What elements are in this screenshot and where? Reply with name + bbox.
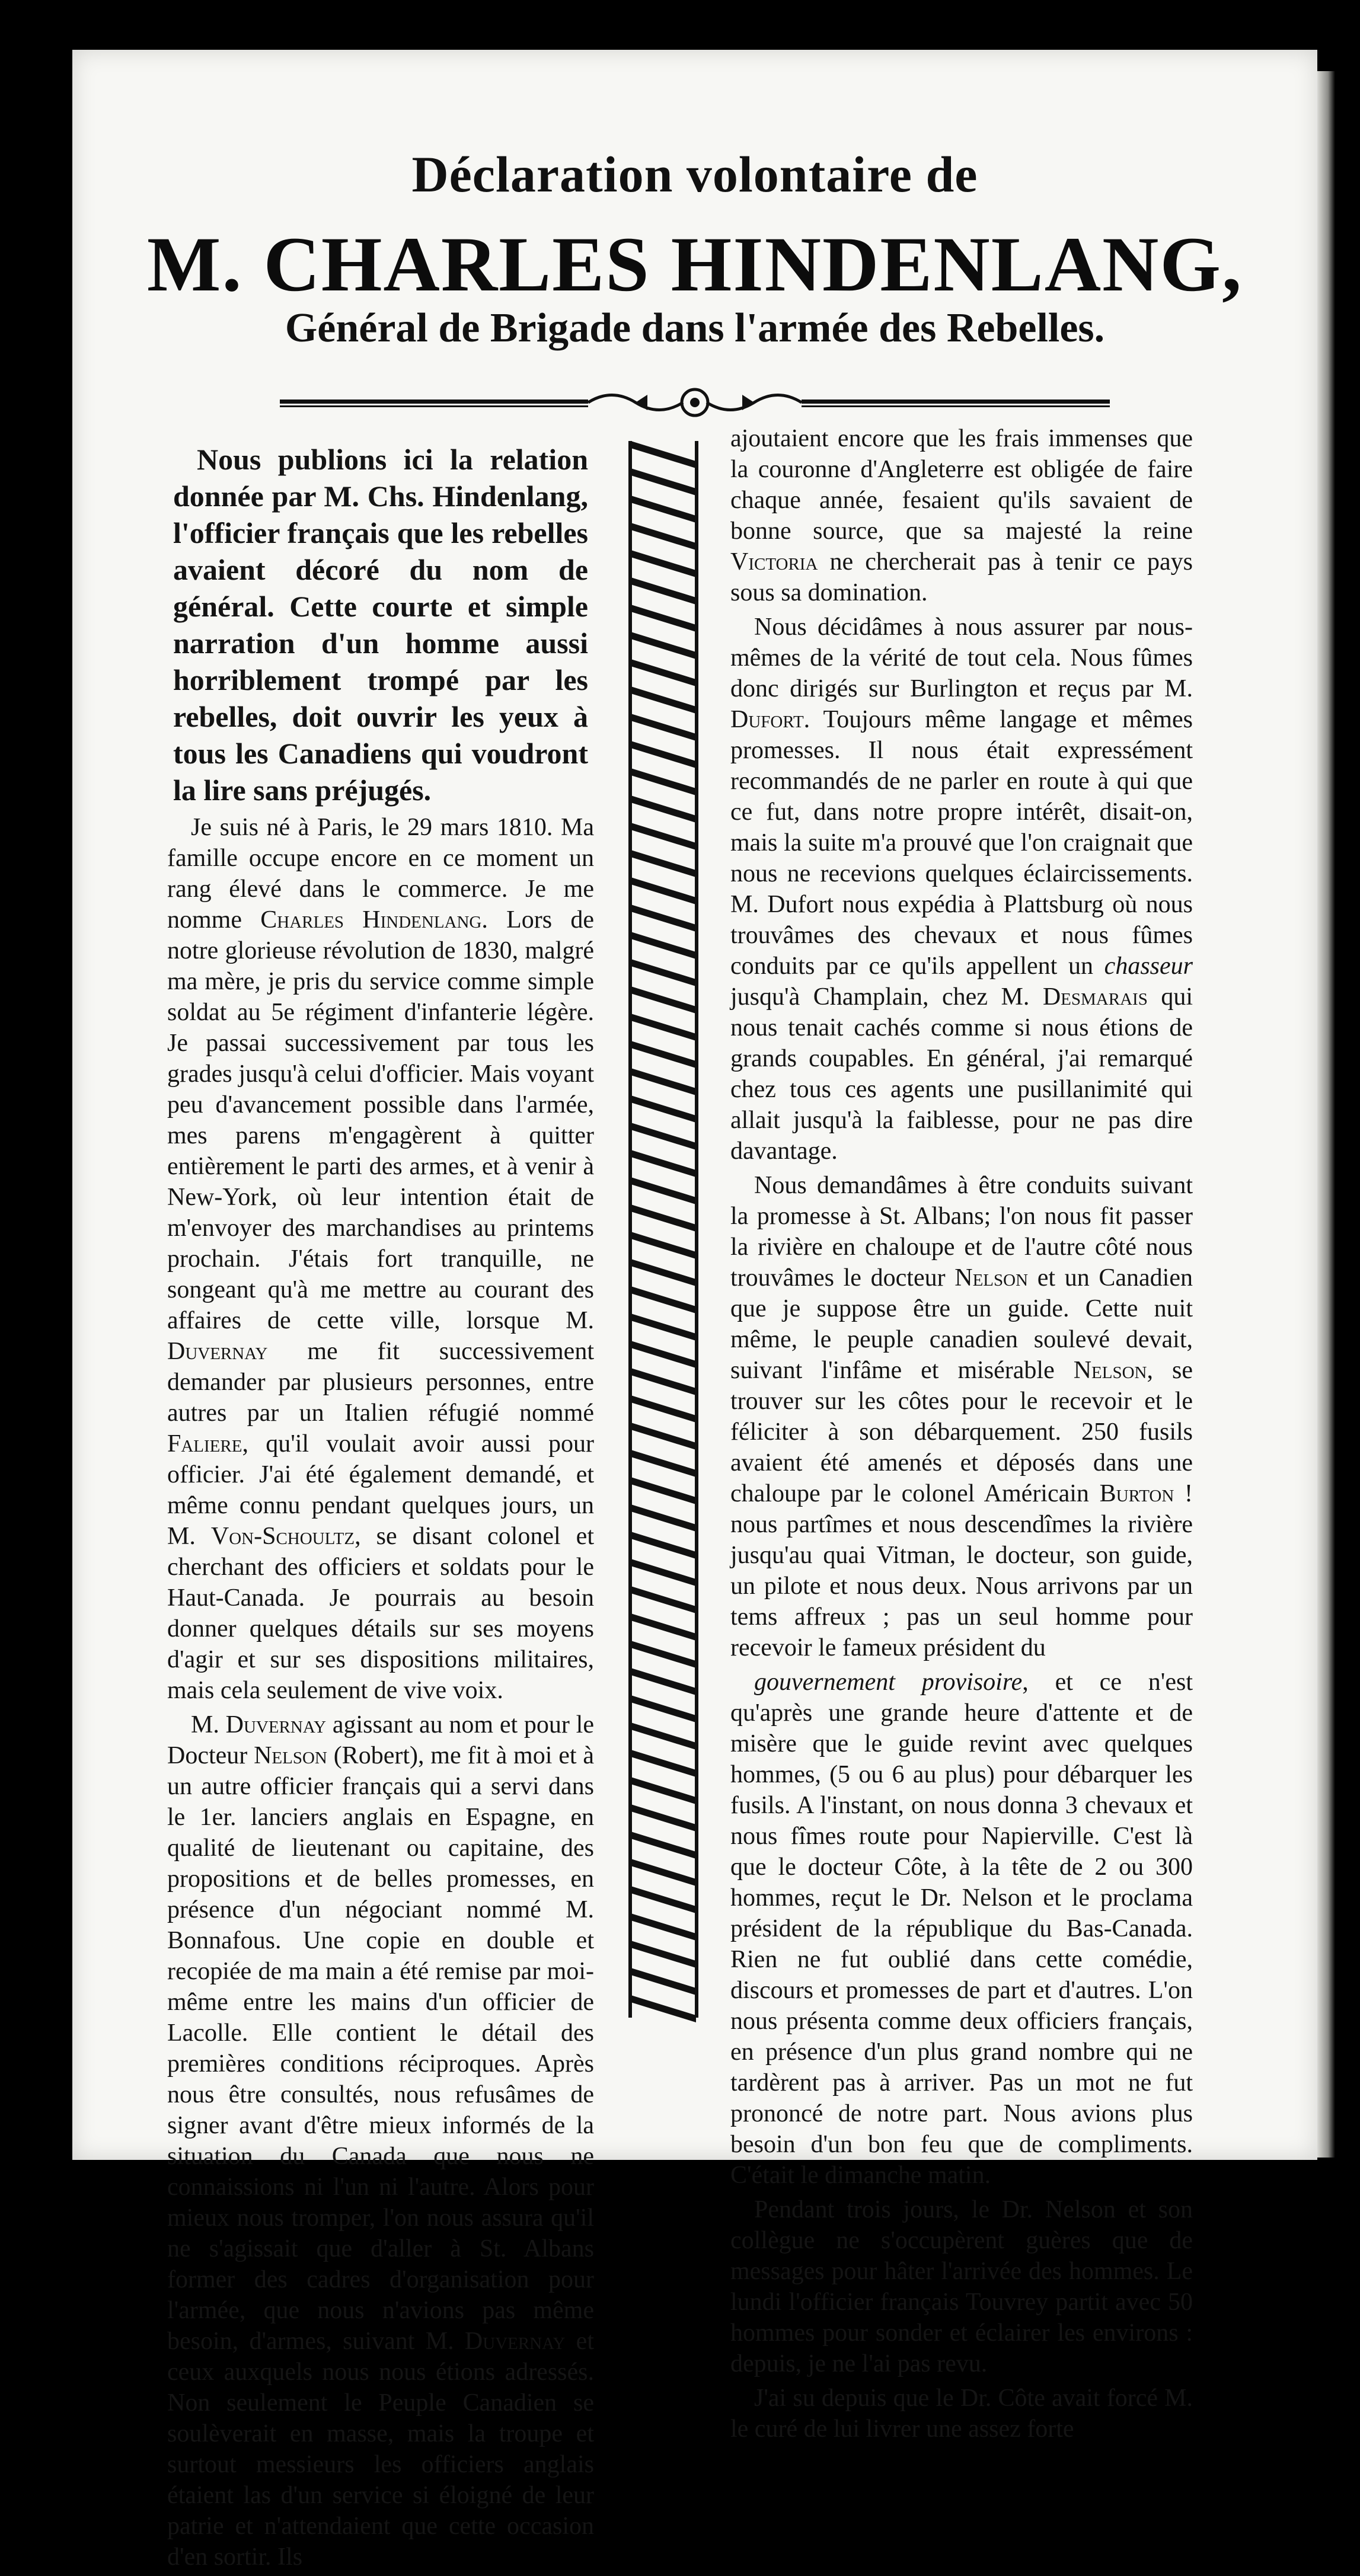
rope-strand xyxy=(631,1368,696,1395)
rope-strand xyxy=(631,659,696,686)
text-run: et un Canadien que je suppose être un guide. Cette nuit même, le peuple canadien soulevé devait, suivant l'infâme et misérable xyxy=(730,1264,1193,1384)
rope-strand xyxy=(631,1586,696,1613)
rope-strand xyxy=(631,1668,696,1695)
small-caps-name: Nelson xyxy=(254,1742,327,1769)
small-caps-name: Nelson xyxy=(1073,1357,1147,1384)
rope-strand xyxy=(631,1832,696,1859)
rope-strand xyxy=(631,1532,696,1559)
small-caps-name: Burton xyxy=(1099,1480,1174,1507)
intro-paragraph: Nous publions ici la relation donnée par M. Chs. Hindenlang, l'officier français que les rebelles avaient décoré du nom de général. Cette courte et simple narration d'un homme aussi horriblement trompé par les rebelles, doit ouvrir les yeux à tous les Canadiens qui voudront la lire sans préjugés. xyxy=(173,443,588,807)
title-line-2: M. CHARLES HINDENLANG, xyxy=(146,220,1243,308)
rope-strand xyxy=(631,1559,696,1586)
rope-strand xyxy=(631,1068,696,1095)
text-run: J'ai su depuis que le Dr. Côte avait forcé M. le curé de lui livrer une assez forte xyxy=(730,2385,1193,2443)
rope-strand xyxy=(631,1913,696,1941)
italic-term: gouvernement provisoire xyxy=(754,1669,1023,1696)
rope-strand xyxy=(631,1504,696,1532)
text-run: , se trouver sur les côtes pour le recevoir et le féliciter à son débarquement. 250 fusils avaient été amenés et déposés dans une chaloupe par le colonel Américain xyxy=(730,1357,1193,1507)
rope-strand xyxy=(631,605,696,632)
rope-strand xyxy=(631,1395,696,1423)
rope-strand xyxy=(631,1423,696,1450)
text-run: , se disant colonel et cherchant des officiers et soldats pour le Haut-Canada. Je pourrais au besoin donner quelques détails sur ses moyens d'agir et sur ses dispositions militaires, mais cela seulement de vive voix. xyxy=(167,1523,594,1704)
rope-strand xyxy=(631,1941,696,1968)
rope-strand xyxy=(631,1641,696,1668)
rope-strand xyxy=(631,823,696,850)
rope-strand xyxy=(631,959,696,986)
small-caps-name: Duvernay xyxy=(225,1711,327,1738)
rope-strand xyxy=(631,1450,696,1477)
rope-strand xyxy=(631,1177,696,1204)
rope-strand xyxy=(631,905,696,932)
rope-strand xyxy=(631,986,696,1014)
body-paragraph xyxy=(167,1709,594,2572)
rope-strand xyxy=(631,1204,696,1232)
rope-strand xyxy=(631,1286,696,1313)
rope-strand xyxy=(631,1041,696,1068)
rope-strand xyxy=(631,1232,696,1259)
text-run: jusqu'à Champlain, chez M. xyxy=(730,983,1043,1011)
rope-strand xyxy=(631,550,696,577)
small-caps-name: Nelson xyxy=(954,1264,1029,1292)
text-run: et ceux auxquels nous nous étions adressés. Non seulement le Peuple Canadien se soulèverait en masse, mais la troupe et surtout messieurs les officiers anglais étaient las d'un service si éloigné de leur patrie et n'attendaient que cette occasion d'en sortir. Ils xyxy=(167,2328,594,2571)
rope-strand xyxy=(631,1777,696,1804)
small-caps-name: Von-Schoultz xyxy=(210,1523,355,1550)
text-run: ne chercherait pas à tenir ce pays sous sa domination. xyxy=(730,548,1193,606)
rope-strand xyxy=(631,632,696,659)
small-caps-name: Duvernay xyxy=(464,2328,566,2355)
body-paragraph xyxy=(730,1667,1193,2191)
rope-strand xyxy=(631,741,696,768)
rope-strand xyxy=(631,1613,696,1641)
rope-strand xyxy=(631,932,696,959)
title-line-1: Déclaration volontaire de xyxy=(411,146,978,203)
rope-column-divider xyxy=(607,441,720,2018)
rope-strand xyxy=(631,1968,696,1995)
body-paragraph xyxy=(730,1170,1193,1663)
rope-strand xyxy=(631,1477,696,1504)
rope-strand xyxy=(631,1259,696,1286)
title-line-3: Général de Brigade dans l'armée des Rebelles. xyxy=(285,305,1105,351)
text-run: . Toujours même langage et mêmes promesses. Il nous était expressément recommandés de ne parler en route à qui que ce fut, dans notre propre intérêt, disait-on, mais la suite m'a prouvé que l'on craignait que nous ne recevions quelques éclaircissements. M. Dufort nous expédia à Plattsburg où nous trouvâmes des chevaux et nous fûmes conduits par ce qu'ils appellent un xyxy=(730,706,1193,980)
document-page xyxy=(72,50,1317,2571)
rope-strand xyxy=(631,441,696,468)
text-run: Nous décidâmes à nous assurer par nous-mêmes de la vérité de tout cela. Nous fûmes donc dirigés sur Burlington et reçus par M. xyxy=(730,613,1193,702)
rope-strand xyxy=(631,1995,696,2022)
text-run: (Robert), me fit à moi et à un autre officier français qui a servi dans le 1er. lanciers anglais en Espagne, en qualité de lieutenant ou capitaine, des propositions et de belles promesses, en présence d'un négociant nommé M. Bonnafous. Une copie en double et recopiée de ma main a été remise par moi-même entre les mains d'un officier de Lacolle. Elle contient le détail des premières conditions réciproques. Après nous être consultés, nous refusâmes de signer avant d'être mieux informés de la situation du Canada que nous ne connaissions ni l'un ni l'autre. Alors pour mieux nous tromper, l'on nous assura qu'il ne s'agissait que d'aller à St. Albans former des cadres d'organisation pour l'armée, que nous n'avions pas même besoin, d'armes, suivant M. xyxy=(167,1742,594,2355)
text-run: . Lors de notre glorieuse révolution de 1830, malgré ma mère, je pris du service comme simple soldat au 5e régiment d'infanterie légère. Je passai successivement par tous les grades jusqu'à celui d'officier. Mais voyant peu d'avancement possible dans l'armée, mes parens m'engagèrent à quitter entièrement le parti des armes, et à venir à New-York, où leur intention était de m'envoyer des marchandises au printems prochain. J'étais fort tranquille, ne songeant qu'à me mettre au courant des affaires de cette ville, lorsque M. xyxy=(167,906,594,1334)
page-edge xyxy=(1317,71,1335,2158)
rope-strand xyxy=(631,1695,696,1722)
rope-strand xyxy=(631,468,696,496)
rope-strand xyxy=(631,877,696,905)
text-run: ajoutaient encore que les frais immenses que la couronne d'Angleterre est obligée de faire chaque année, fesaient qu'ils savaient de bonne source, que sa majesté la reine xyxy=(730,425,1193,545)
rope-strand xyxy=(631,577,696,605)
rope-strand xyxy=(631,1886,696,1913)
rope-strand xyxy=(631,1313,696,1341)
rope-strand xyxy=(631,1859,696,1886)
rope-strand xyxy=(631,1014,696,1041)
small-caps-name: Duvernay xyxy=(167,1338,268,1365)
rope-strand xyxy=(631,1095,696,1123)
rope-edge-left xyxy=(628,441,632,2018)
rope-strand xyxy=(631,714,696,741)
small-caps-name: Charles Hindenlang xyxy=(260,906,482,934)
text-run: me fit successivement demander par plusieurs personnes, entre autres par un Italien réfugié nommé xyxy=(167,1338,594,1427)
body-paragraph xyxy=(730,423,1193,608)
rope-strand xyxy=(631,1750,696,1777)
text-run: M. xyxy=(191,1711,226,1738)
rope-strand xyxy=(631,1341,696,1368)
body-paragraph xyxy=(730,2194,1193,2379)
rope-strand xyxy=(631,1722,696,1750)
rope-strand xyxy=(631,686,696,714)
ornament-divider xyxy=(280,382,1110,423)
rope-strand xyxy=(631,795,696,823)
small-caps-name: Victoria xyxy=(730,548,818,576)
italic-term: chasseur xyxy=(1104,953,1193,980)
rope-edge-right xyxy=(695,441,698,2018)
small-caps-name: Desmarais xyxy=(1042,983,1148,1011)
text-run: Nous demandâmes à être conduits suivant la promesse à St. Albans; l'on nous fit passer la rivière en chaloupe et de l'autre côté nous trouvâmes le docteur xyxy=(730,1172,1193,1292)
text-run: , et ce n'est qu'après une grande heure d'attente et de misère que le guide revint avec quelques hommes, (5 ou 6 au plus) pour débarquer les fusils. A l'instant, on nous donna 3 chevaux et nous fîmes route pour Napierville. C'est là que le docteur Côte, à la tête de 2 ou 300 hommes, reçut le Dr. Nelson et le proclama président de la république du Bas-Canada. Rien ne fut oublié dans cette comédie, discours et promesses de part et d'autres. L'on nous présenta comme deux officiers français, en présence d'un plus grand nombre qui ne tardèrent pas à arriver. Pas un mot ne fut prononcé de notre part. Nous avions plus besoin d'un bon feu que de compliments. C'était le dimanche matin. xyxy=(730,1669,1193,2189)
text-run: agissant au nom et pour le Docteur xyxy=(167,1711,594,1769)
rope-strand xyxy=(631,1804,696,1832)
small-caps-name: Faliere xyxy=(167,1430,242,1458)
right-column xyxy=(730,423,1193,2448)
left-column xyxy=(167,441,594,2576)
rope-strand xyxy=(631,850,696,877)
text-run: Je suis né à Paris, le 29 mars 1810. Ma famille occupe encore en ce moment un rang élevé dans le commerce. Je me nomme xyxy=(167,814,594,934)
text-run: qui nous tenait cachés comme si nous étions de grands coupables. En général, j'ai remarqué chez tous ces agents une pusillanimité qui allait jusqu'à la faiblesse, pour ne pas dire davantage. xyxy=(730,983,1193,1165)
rope-strand xyxy=(631,1150,696,1177)
rope-strand xyxy=(631,496,696,523)
rope-strand xyxy=(631,1123,696,1150)
text-run: , qu'il voulait avoir aussi pour officier. J'ai été également demandé, et même connu pendant quelques jours, un M. xyxy=(167,1430,594,1550)
body-paragraph xyxy=(167,812,594,1706)
text-run: Pendant trois jours, le Dr. Nelson et son collègue ne s'occupèrent guères que de messages pour hâter l'arrivée des hommes. Le lundi l'officier français Touvrey partit avec 50 hommes pour sonder et éclairer les environs : depuis, je ne l'ai pas revu. xyxy=(730,2196,1193,2377)
body-paragraph xyxy=(730,2383,1193,2444)
rope-strand xyxy=(631,523,696,550)
rope-strand xyxy=(631,768,696,795)
text-run: ! nous partîmes et nous descendîmes la rivière jusqu'au quai Vitman, le docteur, son guide, un pilote et nous deux. Nous arrivons par un tems affreux ; pas un seul homme pour recevoir le fameux président du xyxy=(730,1480,1193,1661)
body-paragraph xyxy=(730,612,1193,1166)
small-caps-name: Dufort xyxy=(730,706,804,733)
